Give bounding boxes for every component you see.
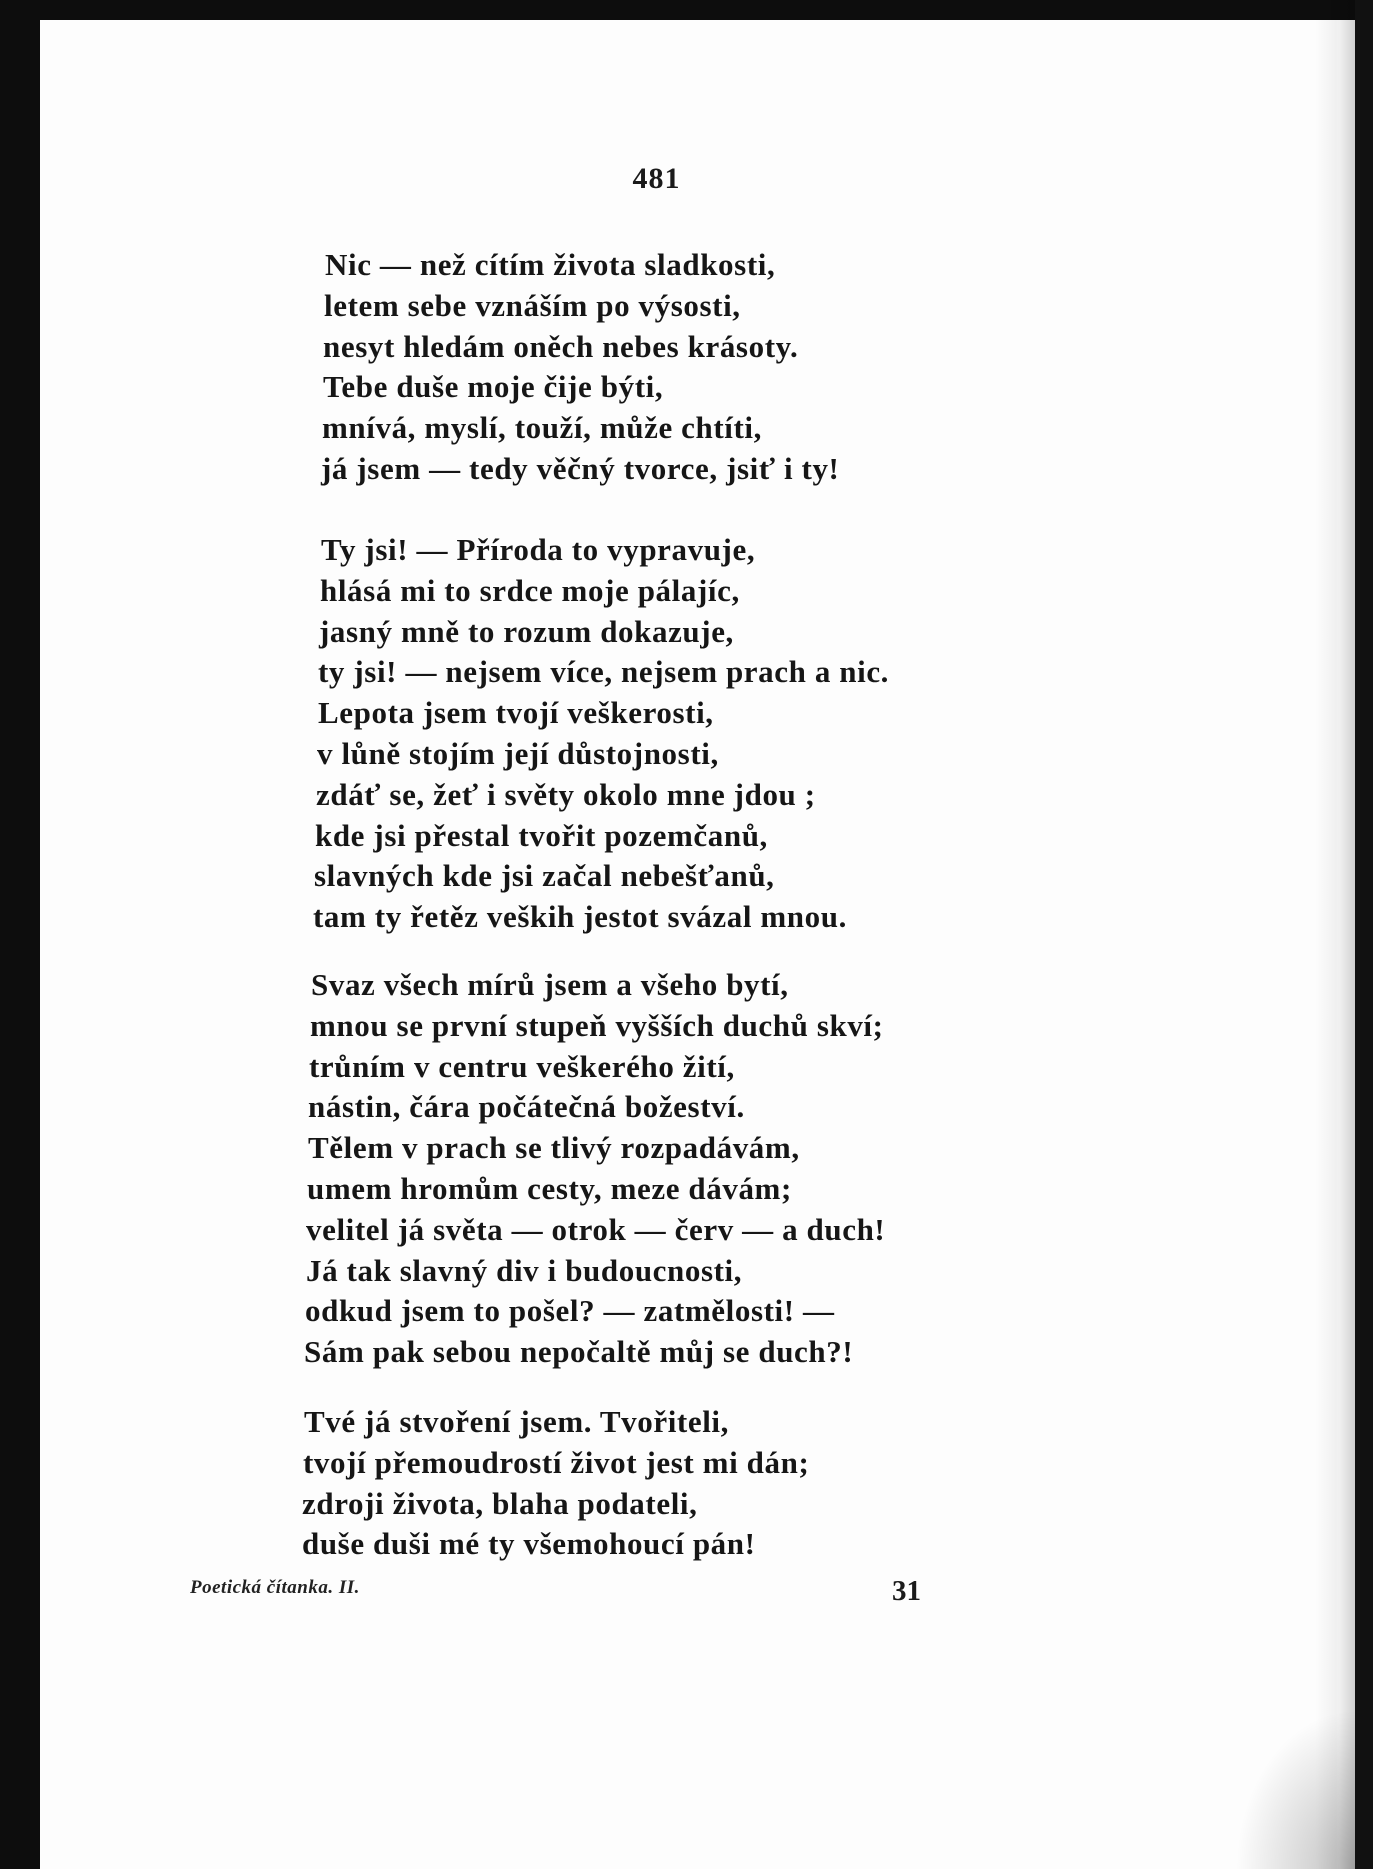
poem-line: Lepota jsem tvojí veškerosti, bbox=[318, 695, 714, 731]
poem-line: kde jsi přestal tvořit pozemčanů, bbox=[315, 817, 768, 853]
poem-line: Svaz všech mírů jsem a všeho bytí, bbox=[311, 967, 789, 1002]
page-number: 481 bbox=[632, 162, 681, 195]
poem-line: nesyt hledám oněch nebes krásoty. bbox=[323, 328, 799, 364]
poem-line: trůním v centru veškerého žití, bbox=[309, 1048, 735, 1084]
stanza-2 bbox=[0, 530, 1373, 938]
stanza-1 bbox=[0, 245, 1373, 490]
poem-line: tvojí přemoudrostí život jest mi dán; bbox=[303, 1444, 810, 1480]
poem-line: hlásá mi to srdce moje pálajíc, bbox=[320, 572, 740, 608]
poem-line: zdroji života, blaha podateli, bbox=[302, 1485, 698, 1521]
poem-line: odkud jsem to pošel? — zatmělosti! — bbox=[305, 1293, 835, 1329]
stanza-3 bbox=[0, 965, 1373, 1373]
poem-line: mnívá, myslí, touží, může chtíti, bbox=[322, 410, 762, 446]
stanza-4 bbox=[0, 1402, 1373, 1565]
poem-line: umem hromům cesty, meze dávám; bbox=[307, 1170, 792, 1206]
poem-line: mnou se první stupeň vyšších duchů skví; bbox=[310, 1007, 884, 1043]
poem-line: Tvé já stvoření jsem. Tvořiteli, bbox=[304, 1404, 729, 1439]
poem-line: slavných kde jsi začal nebešťanů, bbox=[314, 858, 775, 894]
poem-line: Tělem v prach se tlivý rozpadávám, bbox=[308, 1130, 800, 1166]
poem-line: zdáť se, žeť i světy okolo mne jdou ; bbox=[316, 776, 816, 812]
scan-border-top bbox=[0, 0, 1373, 20]
footer-signature-number: 31 bbox=[892, 1575, 921, 1607]
poem-line: letem sebe vznáším po výsosti, bbox=[324, 287, 741, 323]
poem-line: já jsem — tedy věčný tvorce, jsiť i ty! bbox=[321, 450, 840, 486]
poem-line: Tebe duše moje čije býti, bbox=[323, 369, 664, 405]
poem-line: jasný mně to rozum dokazuje, bbox=[319, 613, 734, 649]
scan-shadow-corner bbox=[1235, 1709, 1355, 1869]
poem-line: velitel já světa — otrok — červ — a duch! bbox=[306, 1211, 886, 1247]
poem-line: duše duši mé ty všemohoucí pán! bbox=[302, 1526, 756, 1562]
poem-line: tam ty řetěz veških jestot svázal mnou. bbox=[313, 899, 847, 935]
poem-line: v lůně stojím její důstojnosti, bbox=[317, 735, 719, 771]
poem-line: ty jsi! — nejsem více, nejsem prach a nic. bbox=[318, 654, 890, 690]
poem-line: Sám pak sebou nepočaltě můj se duch?! bbox=[304, 1334, 854, 1370]
poem-line: Ty jsi! — Příroda to vypravuje, bbox=[321, 532, 756, 567]
poem-line: Nic — než cítím života sladkosti, bbox=[325, 247, 776, 282]
poem-line: Já tak slavný div i budoucnosti, bbox=[306, 1252, 743, 1288]
poem-line: nástin, čára počátečná božeství. bbox=[308, 1089, 745, 1125]
footer-book-title: Poetická čítanka. II. bbox=[190, 1577, 360, 1598]
